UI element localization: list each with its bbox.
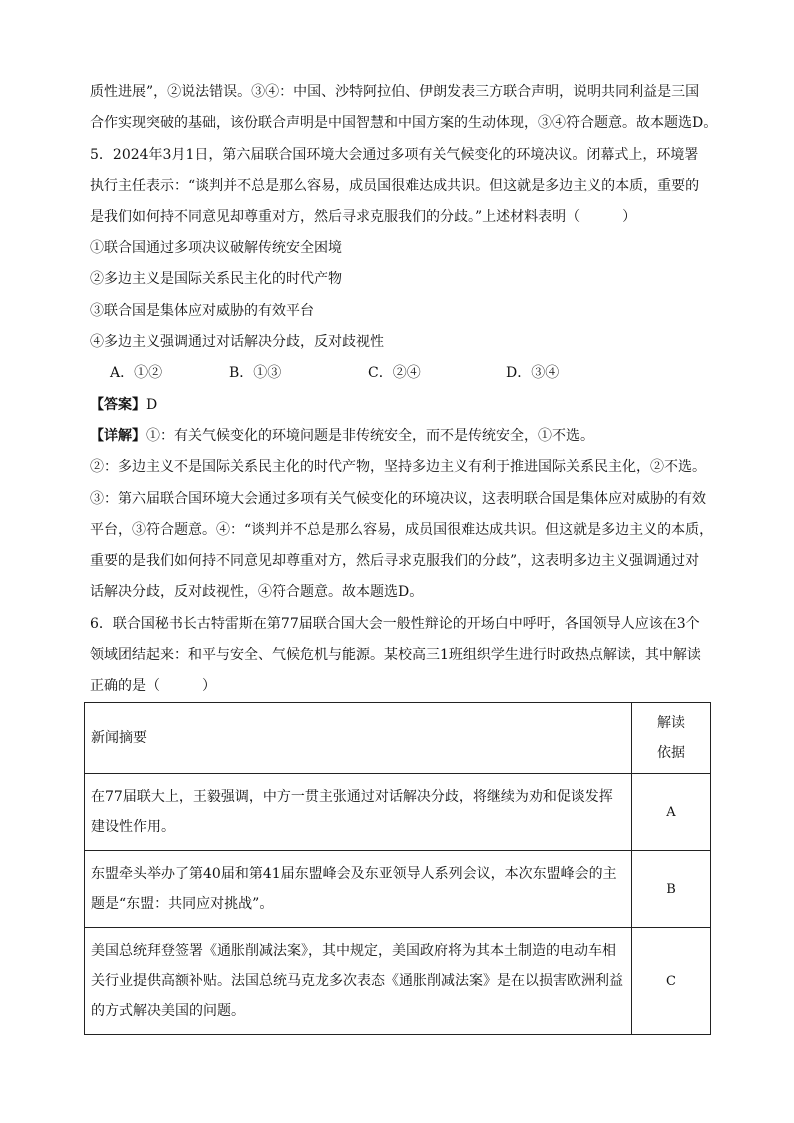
news-summary-cell: 东盟牵头举办了第40届和第41届东盟峰会及东亚领导人系列会议，本次东盟峰会的主题是“东盟：共同应对挑战”。: [85, 851, 632, 928]
option-d: D．③④: [506, 365, 560, 381]
option-b: B．①③: [229, 365, 282, 381]
statement-4: ④多边主义强调通过对话解决分歧，反对歧视性: [90, 334, 384, 350]
table-row: [85, 851, 711, 928]
option-a: A．①②: [110, 365, 163, 381]
news-summary-cell: 美国总统拜登签署《通胀削减法案》，其中规定，美国政府将为其本土制造的电动车相关行业提供高额补贴。法国总统马克龙多次表态《通胀削减法案》是在以损害欧洲利益的方式解决美国的问题。: [85, 928, 632, 1035]
text-line: 正确的是（ ）: [90, 678, 216, 694]
header-basis-line: 依据: [657, 745, 685, 761]
header-basis: [632, 703, 711, 774]
table-header-row: [85, 703, 711, 774]
header-basis-line: 解读: [657, 715, 685, 731]
detail-line: [90, 426, 594, 446]
detail-line: ③：第六届联合国环境大会通过多项有关气候变化的环境决议，这表明联合国是集体应对威胁的有效: [90, 491, 706, 507]
detail-text: ①：有关气候变化的环境问题是非传统安全，而不是传统安全，①不选。: [146, 428, 594, 444]
news-summary-cell: 在77届联大上，王毅强调，中方一贯主张通过对话解决分歧，将继续为劝和促谈发挥建设性作用。: [85, 774, 632, 851]
answer-line: [90, 395, 157, 415]
table-row: [85, 774, 711, 851]
news-table: [84, 702, 711, 1035]
detail-line: 话解决分歧，反对歧视性，④符合题意。故本题选D。: [90, 584, 424, 600]
text-line: 合作实现突破的基础，该份联合声明是中国智慧和中国方案的生动体现，③④符合题意。故本题选D。: [90, 115, 718, 131]
statement-3: ③联合国是集体应对威胁的有效平台: [90, 303, 314, 319]
basis-cell: B: [632, 851, 711, 928]
detail-line: 平台，③符合题意。④：“谈判并不总是那么容易，成员国很难达成共识。但这就是多边主义的本质，: [90, 522, 714, 538]
option-c: C．②④: [368, 365, 421, 381]
text-line: 执行主任表示：“谈判并不总是那么容易，成员国很难达成共识。但这就是多边主义的本质，重要的: [90, 178, 700, 194]
text-line: 质性进展”，②说法错误。③④：中国、沙特阿拉伯、伊朗发表三方联合声明，说明共同利益是三国: [90, 84, 700, 100]
detail-line: ②：多边主义不是国际关系民主化的时代产物，坚持多边主义有利于推进国际关系民主化，②不选。: [90, 459, 706, 475]
answer-value: D: [146, 397, 158, 413]
text-line: 领域团结起来：和平与安全、气候危机与能源。某校高三1班组织学生进行时政热点解读，其中解读: [90, 647, 701, 663]
statement-1: ①联合国通过多项决议破解传统安全困境: [90, 240, 342, 256]
basis-cell: A: [632, 774, 711, 851]
text-line: 是我们如何持不同意见却尊重对方，然后寻求克服我们的分歧。”上述材料表明（ ）: [90, 209, 637, 225]
question-6-stem: 6．联合国秘书长古特雷斯在第77届联合国大会一般性辩论的开场白中呼吁，各国领导人应该在3个: [90, 616, 700, 632]
detail-label: 【详解】: [90, 428, 146, 444]
statement-2: ②多边主义是国际关系民主化的时代产物: [90, 271, 342, 287]
header-news-summary: 新闻摘要: [85, 703, 632, 774]
question-5-stem: 5．2024年3月1日，第六届联合国环境大会通过多项有关气候变化的环境决议。闭幕式上，环境署: [90, 147, 699, 163]
answer-label: 【答案】: [90, 397, 146, 413]
detail-line: 重要的是我们如何持不同意见却尊重对方，然后寻求克服我们的分歧”，这表明多边主义强调通过对: [90, 553, 700, 569]
table-row: [85, 928, 711, 1035]
basis-cell: C: [632, 928, 711, 1035]
